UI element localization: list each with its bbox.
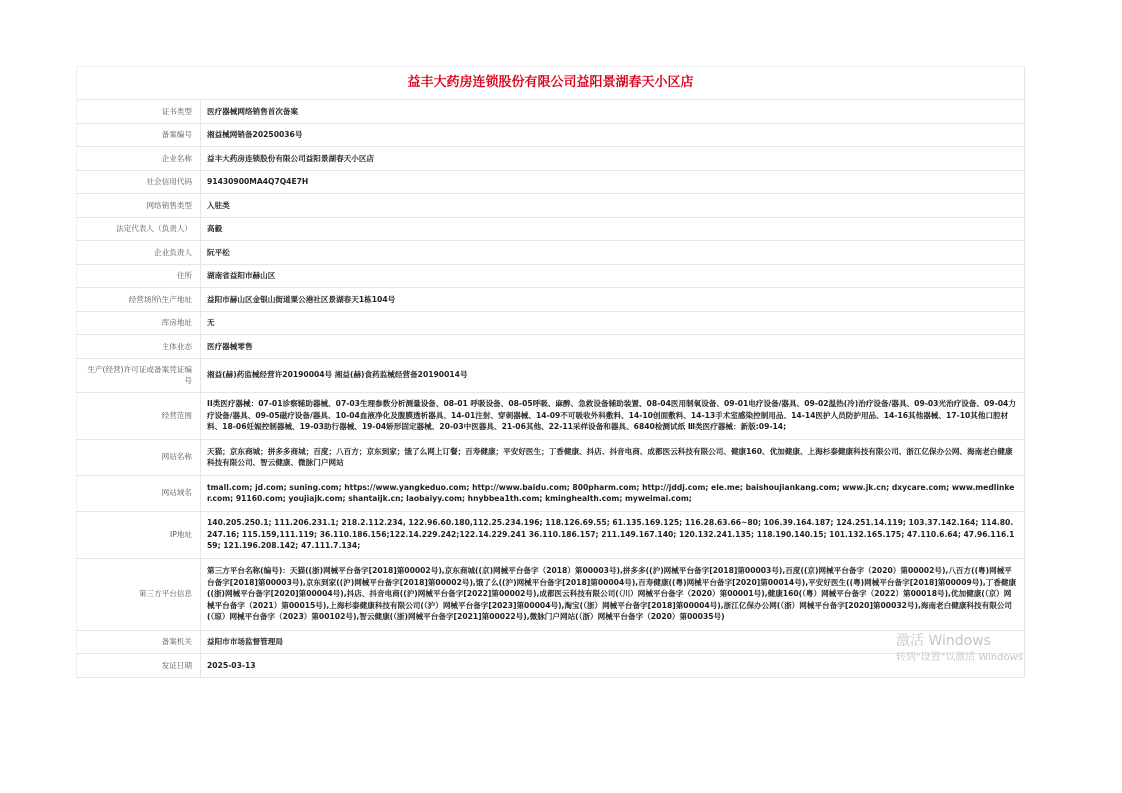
row-label: 住所 <box>77 264 201 288</box>
row-value: 湖南省益阳市赫山区 <box>201 264 1025 288</box>
row-label: 证书类型 <box>77 100 201 123</box>
table-row <box>77 147 1025 171</box>
table-row <box>77 558 1025 630</box>
record-sheet <box>76 66 1025 678</box>
row-label: 发证日期 <box>77 654 201 678</box>
row-value: 益丰大药房连锁股份有限公司益阳景湖春天小区店 <box>201 147 1025 171</box>
row-label: 法定代表人（负责人） <box>77 217 201 241</box>
row-value: 湘益械网销备20250036号 <box>201 123 1025 147</box>
row-label: IP地址 <box>77 511 201 558</box>
row-value: 医疗器械零售 <box>201 335 1025 359</box>
table-row <box>77 100 1025 123</box>
row-value: 益阳市市场监督管理局 <box>201 630 1025 654</box>
table-row <box>77 475 1025 511</box>
row-label: 生产(经营)许可证或备案凭证编号 <box>77 358 201 392</box>
table-row <box>77 217 1025 241</box>
row-value: 益阳市赫山区金银山街道粟公港社区景湖春天1栋104号 <box>201 288 1025 312</box>
table-row <box>77 439 1025 475</box>
table-row <box>77 335 1025 359</box>
row-value: 高毅 <box>201 217 1025 241</box>
record-table <box>76 100 1024 678</box>
table-row <box>77 392 1025 439</box>
row-label: 第三方平台信息 <box>77 558 201 630</box>
row-value: 无 <box>201 311 1025 335</box>
row-label: 企业负责人 <box>77 241 201 265</box>
row-label: 经营场所\生产地址 <box>77 288 201 312</box>
table-row <box>77 194 1025 218</box>
table-row <box>77 123 1025 147</box>
row-value: 2025-03-13 <box>201 654 1025 678</box>
row-value: II类医疗器械：07-01诊察辅助器械、07-03生理参数分析测量设备、08-01 呼吸设备、08-05呼吸、麻醉、急救设备辅助装置、08-04医用制氧设备、09-01电疗设备/器具、09-02温热(冷)治疗设备/器具、09-03光治疗设备、09-04力疗设备/器具、09-05磁疗设备/器具、10-04血液净化及腹膜透析器具、14-01注射、穿刺器械、14-09不可吸收外科敷料、14-10创面敷料、14-13手术室感染控制用品、14-14医护人员防护用品、14-16其他器械、17-10其他口腔材料、18-06妊娠控制器械、19-03助行器械、19-04矫形固定器械、20-03中医器具、21-06其他、22-11采样设备和器具、6840检测试纸 Ⅲ类医疗器械：新版:09-14; <box>201 392 1025 439</box>
row-label: 社会信用代码 <box>77 170 201 194</box>
row-value: 医疗器械网络销售首次备案 <box>201 100 1025 123</box>
table-row <box>77 311 1025 335</box>
table-row <box>77 170 1025 194</box>
row-value: 湘益(赫)药监械经营许20190004号 湘益(赫)食药监械经营备20190014号 <box>201 358 1025 392</box>
table-row <box>77 654 1025 678</box>
table-row <box>77 241 1025 265</box>
row-label: 网络销售类型 <box>77 194 201 218</box>
row-label: 备案编号 <box>77 123 201 147</box>
activation-watermark <box>896 632 1023 665</box>
row-label: 主体业态 <box>77 335 201 359</box>
row-label: 备案机关 <box>77 630 201 654</box>
page-title: 益丰大药房连锁股份有限公司益阳景湖春天小区店 <box>76 67 1024 100</box>
row-label: 网站域名 <box>77 475 201 511</box>
table-row <box>77 288 1025 312</box>
table-row <box>77 511 1025 558</box>
row-label: 经营范围 <box>77 392 201 439</box>
table-row <box>77 358 1025 392</box>
watermark-line-2: 转到"设置"以激活 Windows <box>896 652 1024 663</box>
row-value: 阮平松 <box>201 241 1025 265</box>
row-value: 第三方平台名称(编号)：天猫((浙)网械平台备字[2018]第00002号),京东商城((京)网械平台备字（2018）第00003号),拼多多((沪)网械平台备字[2018]第00003号),百度((京)网械平台备字（2020）第00002号),八百方((粤)网械平台备字[2018]第00003号),京东到家((沪)网械平台备字[2018]第00002号),饿了么((沪)网械平台备字[2018]第00004号),百寿健康((粤)网械平台备字[2020]第00014号),平安好医生((粤)网械平台备字[2018]第00009号),丁香健康((浙)网械平台备字[2020]第00004号),抖店、抖音电商((沪)网械平台备字[2022]第00002号),成都医云科技有限公司(（川）网械平台备字（2020）第00001号),健康160(（粤）网械平台备字（2022）第00018号),优加健康(（京）网械平台备字（2021）第00015号),上海杉泰健康科技有限公司(（沪）网械平台备字[2023]第00004号),淘宝(（浙）网械平台备字[2018]第00004号),浙江亿保办公网(（浙）网械平台备字[2020]第00032号),海南老白健康科技有限公司(（琼）网械平台备字（2023）第00102号),智云健康(（浙)网械平台备字[2021]第00022号),微脉门户网站(（浙）网械平台备字（2020）第00035号) <box>201 558 1025 630</box>
table-row <box>77 630 1025 654</box>
row-label: 库房地址 <box>77 311 201 335</box>
row-value: 天猫；京东商城；拼多多商城；百度；八百方；京东到家；饿了么网上订餐；百寿健康；平安好医生；丁香健康、抖店、抖音电商、成都医云科技有限公司、健康160、优加健康、上海杉泰健康科技有限公司、浙江亿保办公网、海南老白健康科技有限公司、智云健康、微脉门户网站 <box>201 439 1025 475</box>
row-value: tmall.com; jd.com; suning.com; https://www.yangkeduo.com; http://www.baidu.com; 800pharm.com; http://jddj.com; ele.me; baishoujiankang.com; www.jk.cn; dxycare.com; www.medlinker.com; 91160.com; youjiajk.com; shantaijk.cn; laobaiyy.com; hnybbea1th.com; kminghealth.com; myweimai.com; <box>201 475 1025 511</box>
table-row <box>77 264 1025 288</box>
row-value: 91430900MA4Q7Q4E7H <box>201 170 1025 194</box>
watermark-line-1: 激活 Windows <box>896 633 991 649</box>
row-value: 入驻类 <box>201 194 1025 218</box>
row-value: 140.205.250.1; 111.206.231.1; 218.2.112.234, 122.96.60.180,112.25.234.196; 118.126.69.55; 61.135.169.125; 116.28.63.66~80; 106.39.164.187; 124.251.14.119; 103.37.142.164; 114.80.247.16; 115.159,111.119; 36.110.186.156;122.14.229.242;122.14.229.241 36.110.186.157; 211.149.167.140; 120.132.241.135; 118.190.140.15; 101.132.165.175; 47.110.6.64; 47.96.116.159; 121.196.208.142; 47.111.7.134; <box>201 511 1025 558</box>
row-label: 企业名称 <box>77 147 201 171</box>
row-label: 网站名称 <box>77 439 201 475</box>
